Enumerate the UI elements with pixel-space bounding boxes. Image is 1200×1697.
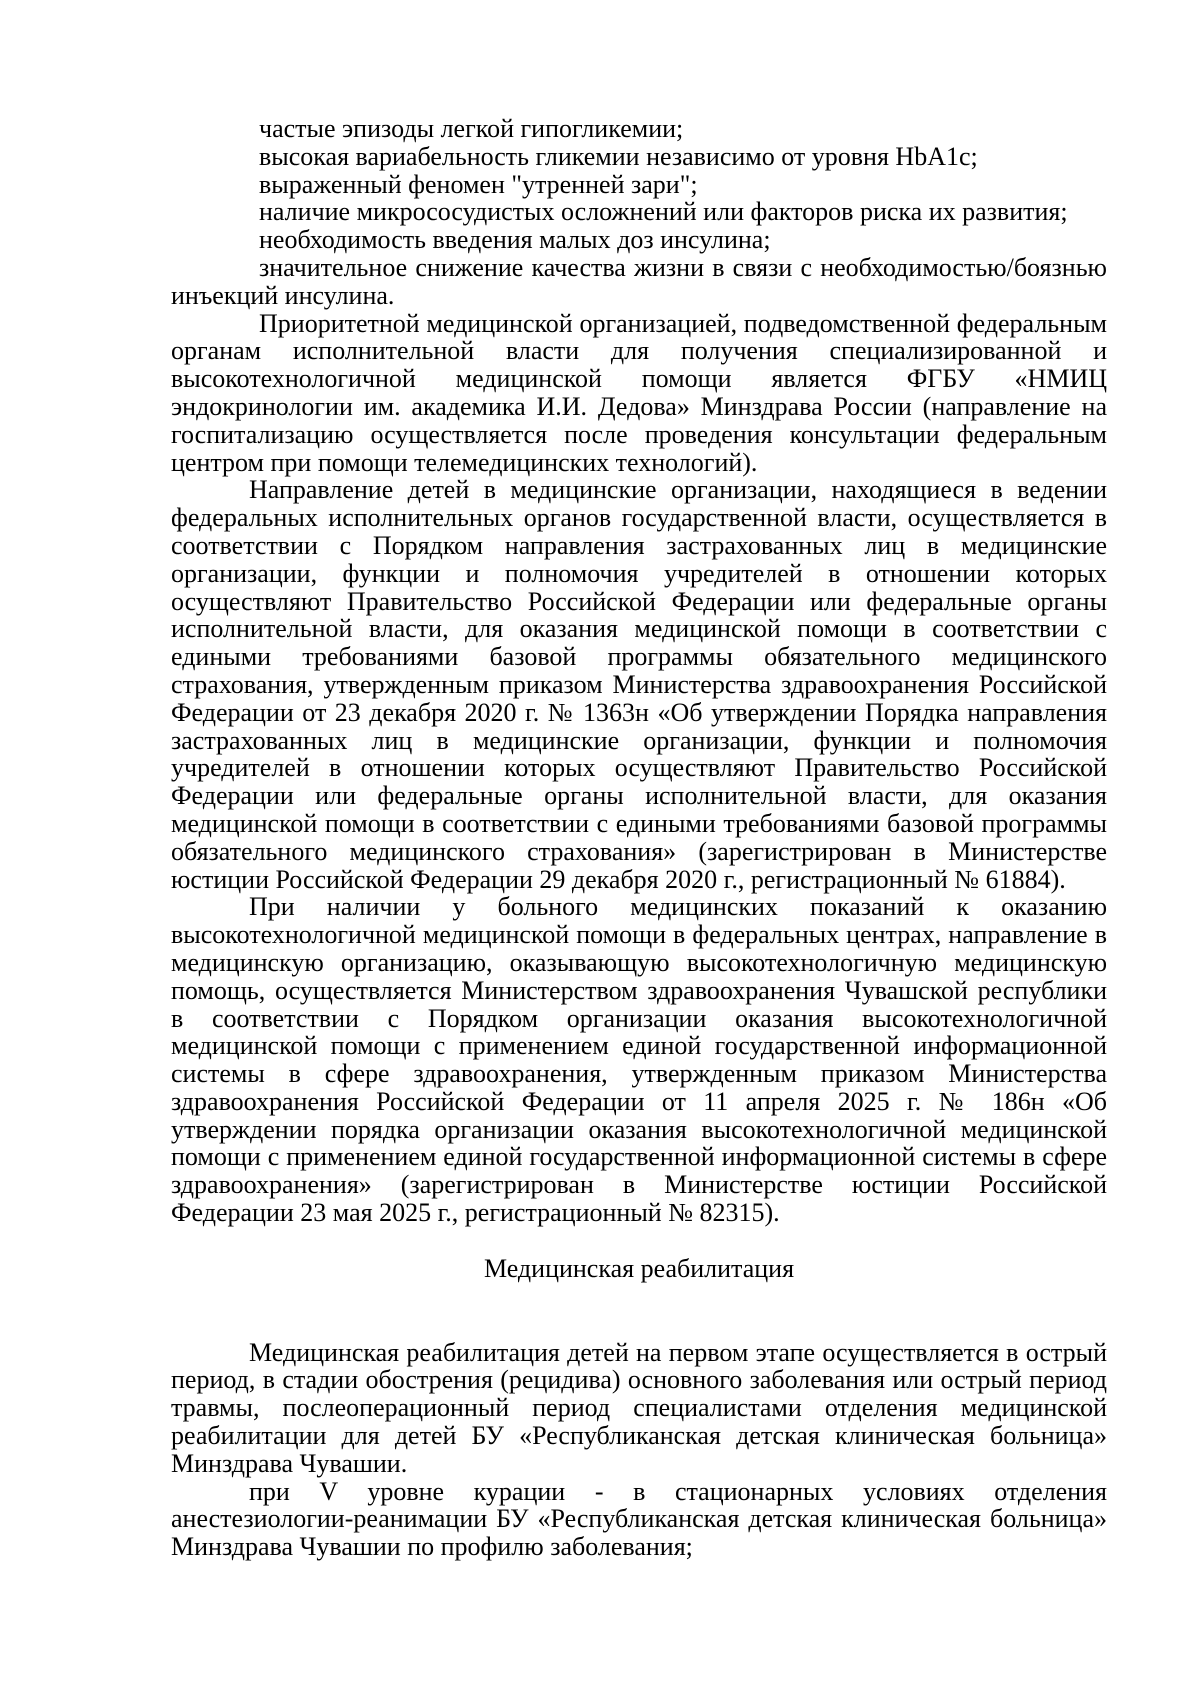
section-heading: Медицинская реабилитация (483, 1253, 795, 1283)
paragraph-high-tech-care: При наличии у больного медицинских показаний к оказанию высокотехнологичной медицинской помощи в федеральных центрах, направление в медицинскую организацию, оказывающую высокотехнологичную медицинскую помощь, осуществляется Министерством здравоохранения Чувашской республики в соответствии с Порядком организации оказания высокотехнологичной медицинской помощи с применением единой государственной информационной системы в сфере здравоохранения, утвержденным приказом Министерства здравоохранения Российской Федерации от 11 апреля 2025 г. № 186н «Об утверждении порядка организации оказания высокотехнологичной медицинской помощи с применением единой государственной информационной системы в сфере здравоохранения» (зарегистрирован в Министерстве юстиции Российской Федерации 23 мая 2025 г., регистрационный № 82315). (171, 892, 1107, 1228)
paragraph-rehab-first-stage: Медицинская реабилитация детей на первом этапе осуществляется в острый период, в стадии обострения (рецидива) основного заболевания или острый период травмы, послеоперационный период специалистами отделения медицинской реабилитации для детей БУ «Республиканская детская клиническая больница» Минздрава Чувашии. (171, 1337, 1107, 1478)
paragraph-priority-organization: Приоритетной медицинской организацией, подведомственной федеральным органам исполнительной власти для получения специализированной и высокотехнологичной медицинской помощи является ФГБУ «НМИЦ эндокринологии им. академика И.И. Дедова» Минздрава России (направление на госпитализацию осуществляется после проведения консультации федеральным центром при помощи телемедицинских технологий). (171, 308, 1107, 477)
list-item-dawn-phenomenon: выраженный феномен "утренней зари"; (259, 169, 698, 199)
document-body (171, 115, 1107, 1561)
list-item-small-doses: необходимость введения малых доз инсулина; (259, 225, 771, 255)
paragraph-quality-of-life: значительное снижение качества жизни в связи с необходимостью/боязнью инъекций инсулина. (171, 252, 1107, 310)
list-item-glycemic-variability: высокая вариабельность гликемии независимо от уровня HbA1c; (259, 141, 978, 171)
paragraph-level-v: при V уровне курации - в стационарных условиях отделения анестезиологии-реанимации БУ «Республиканская детская клиническая больница» Минздрава Чувашии по профилю заболевания; (171, 1476, 1107, 1562)
paragraph-referral-federal: Направление детей в медицинские организации, находящиеся в ведении федеральных исполнительных органов государственной власти, осуществляется в соответствии с Порядком направления застрахованных лиц в медицинские организации, функции и полномочия учредителей в отношении которых осуществляют Правительство Российской Федерации или федеральные органы исполнительной власти, для оказания медицинской помощи в соответствии с едиными требованиями базовой программы обязательного медицинского страхования, утвержденным приказом Министерства здравоохранения Российской Федерации от 23 декабря 2020 г. № 1363н «Об утверждении Порядка направления застрахованных лиц в медицинские организации, функции и полномочия учредителей в отношении которых осуществляют Правительство Российской Федерации или федеральные органы исполнительной власти, для оказания медицинской помощи в соответствии с едиными требованиями базовой программы обязательного медицинского страхования» (зарегистрирован в Министерстве юстиции Российской Федерации 29 декабря 2020 г., регистрационный № 61884). (171, 475, 1107, 894)
list-item-microvascular: наличие микрососудистых осложнений или факторов риска их развития; (259, 197, 1068, 227)
list-item-hypoglycemia: частые эпизоды легкой гипогликемии; (259, 114, 684, 143)
